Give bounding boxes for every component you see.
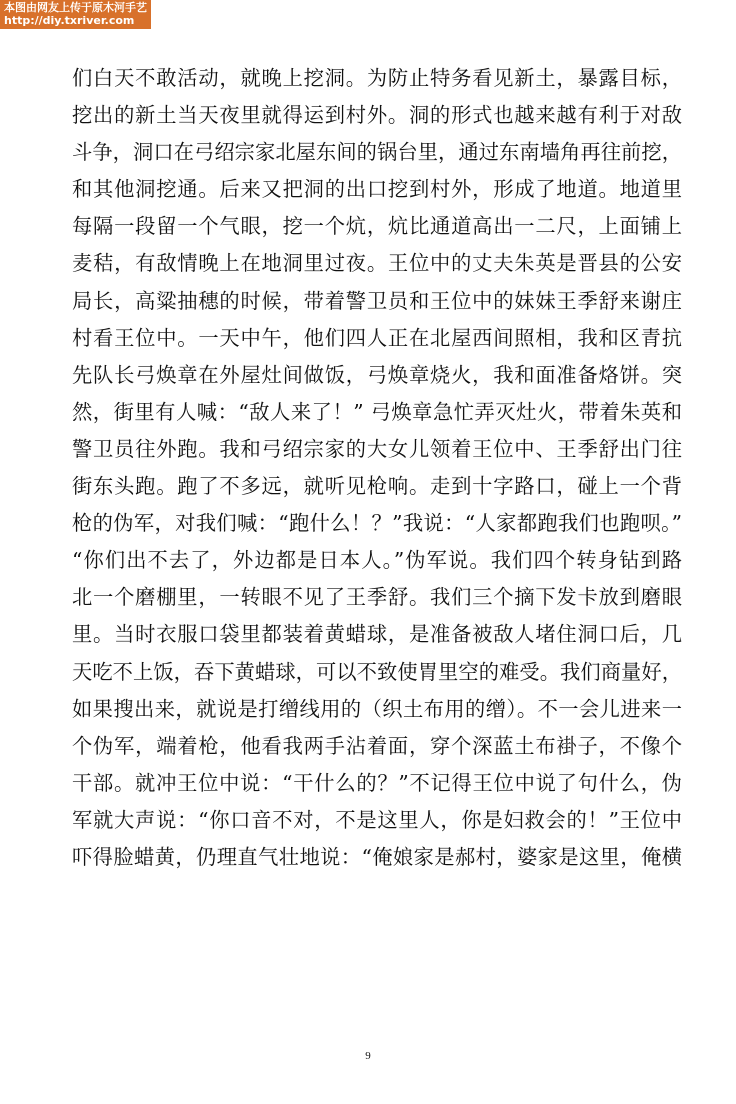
watermark-banner	[0, 0, 151, 29]
text-line: 枪的伪军，对我们喊：“跑什么！？”我说：“人家都跑我们也跑呗。”	[72, 511, 682, 536]
text-line: 北一个磨棚里，一转眼不见了王季舒。我们三个摘下发卡放到磨眼	[72, 585, 682, 610]
text-line: 天吃不上饭，吞下黄蜡球，可以不致使胃里空的难受。我们商量好，	[72, 659, 682, 684]
text-line: 麦秸，有敌情晚上在地洞里过夜。王位中的丈夫朱英是晋县的公安	[72, 251, 682, 276]
text-line: 先队长弓焕章在外屋灶间做饭，弓焕章烧火，我和面准备烙饼。突	[72, 362, 682, 387]
text-line: 吓得脸蜡黄，仍理直气壮地说：“俺娘家是郝村，婆家是这里，俺横	[72, 844, 682, 869]
text-line: 们白天不敢活动，就晚上挖洞。为防止特务看见新土，暴露目标，	[72, 66, 682, 90]
text-line: 警卫员往外跑。我和弓绍宗家的大女儿领着王位中、王季舒出门往	[72, 436, 682, 461]
text-line: 斗争，洞口在弓绍宗家北屋东间的锅台里，通过东南墙角再往前挖，	[72, 140, 682, 165]
text-line: 个伪军，端着枪，他看我两手沾着面，穿个深蓝土布褂子，不像个	[72, 733, 682, 758]
watermark-url: http://diy.txriver.com	[4, 14, 135, 27]
text-line: 村看王位中。一天中午，他们四人正在北屋西间照相，我和区青抗	[72, 325, 682, 350]
text-line: 挖出的新土当天夜里就得运到村外。洞的形式也越来越有利于对敌	[72, 103, 682, 128]
text-line: “你们出不去了，外边都是日本人。”伪军说。我们四个转身钻到路	[72, 548, 682, 573]
text-line: 干部。就冲王位中说：“干什么的？”不记得王位中说了句什么，伪	[72, 770, 682, 795]
text-line: 局长，高粱抽穗的时候，带着警卫员和王位中的妹妹王季舒来谢庄	[72, 288, 682, 313]
text-line: 如果搜出来，就说是打缯线用的（织土布用的缯）。不一会儿进来一	[72, 696, 682, 721]
text-line: 街东头跑。跑了不多远，就听见枪响。走到十字路口，碰上一个背	[72, 474, 682, 499]
text-line: 然，街里有人喊：“敌人来了！” 弓焕章急忙弄灭灶火，带着朱英和	[72, 399, 682, 424]
body-text	[72, 60, 682, 876]
text-line: 和其他洞挖通。后来又把洞的出口挖到村外，形成了地道。地道里	[72, 177, 682, 202]
text-line: 里。当时衣服口袋里都装着黄蜡球，是准备被敌人堵住洞口后，几	[72, 622, 682, 647]
text-line: 军就大声说：“你口音不对，不是这里人，你是妇救会的！”王位中	[72, 807, 682, 832]
page-number: 9	[365, 1050, 371, 1062]
text-line: 每隔一段留一个气眼，挖一个炕，炕比通道高出一二尺，上面铺上	[72, 214, 682, 239]
watermark-text: 本图由网友上传于原木河手艺	[4, 1, 147, 14]
